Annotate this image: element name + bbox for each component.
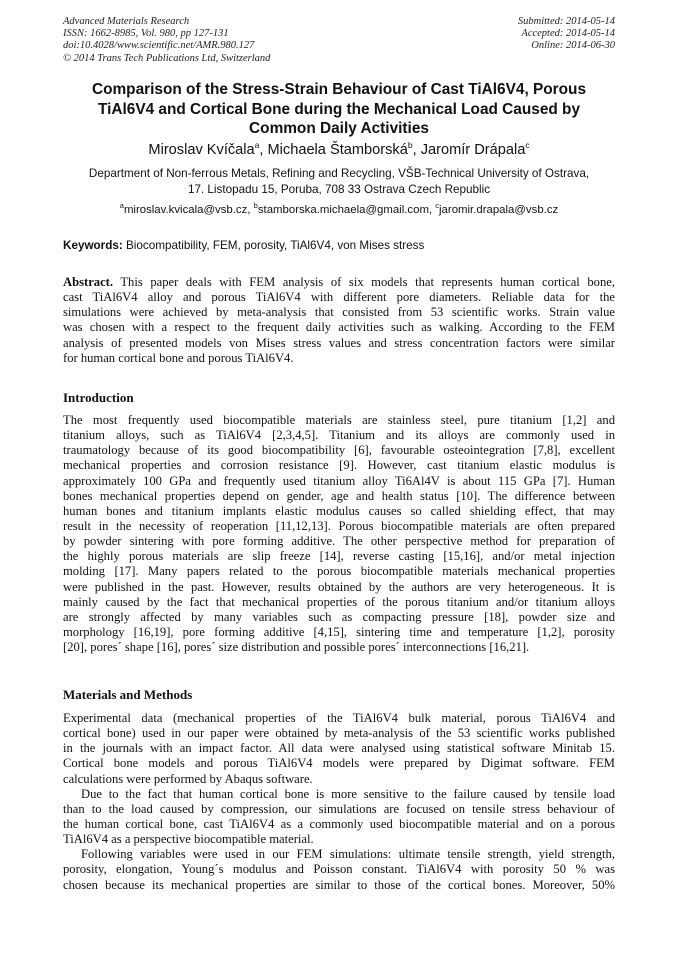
methods-heading: Materials and Methods <box>63 687 193 702</box>
author-name: Miroslav Kvíčala <box>148 142 255 158</box>
abstract-line: simulations were achieved by meta-analysis that consisted from 53 scientific works. Strain value <box>63 305 615 320</box>
intro-line: traumatology because of its good biocompatibility [6], favourable osteointegration [7,8], excellent <box>63 443 615 458</box>
abstract-line: cast TiAl6V4 alloy and porous TiAl6V4 with different pore diameters. Reliable data for the <box>63 290 615 305</box>
intro-line: mechanical properties and corrosion resistance [9]. However, cast titanium elastic modulus is <box>63 458 615 473</box>
abstract <box>63 275 615 366</box>
title-line: Common Daily Activities <box>249 120 429 137</box>
journal-issn: ISSN: 1662-8985, Vol. 980, pp 127-131 <box>63 28 229 40</box>
methods-line: Due to the fact that human cortical bone is more sensitive to the failure caused by tensile load <box>81 786 615 801</box>
intro-line: bones mechanical properties depend on gender, age and health status [10]. The difference between <box>63 488 615 503</box>
keywords-label: Keywords: <box>63 239 123 252</box>
author-name: Michaela Štamborská <box>267 142 408 158</box>
email-link[interactable]: miroslav.kvicala@vsb.cz <box>123 204 248 216</box>
methods-body <box>63 711 615 893</box>
abstract-line: was chosen with a respect to the frequent daily activities such as walking. According to the FEM <box>63 320 615 335</box>
online-date: Online: 2014-06-30 <box>531 40 615 52</box>
paper-title <box>60 80 618 139</box>
intro-line: human bones and titanium implants elastic modulus causes so called shielding effect, that may <box>63 503 615 518</box>
intro-line: morphology [16,19], pore forming additive [4,15], sintering time and temperature [1,2], porosity <box>63 624 615 639</box>
submitted-date: Submitted: 2014-05-14 <box>517 16 615 27</box>
author-separator: , <box>259 142 268 158</box>
author-name: Jaromír Drápala <box>420 142 526 158</box>
title-line: Comparison of the Stress-Strain Behaviour of Cast TiAl6V4, Porous <box>91 81 587 98</box>
methods-line: porosity, elongation, Young´s modulus and Poisson constant. TiAl6V4 with porosity 50 % was <box>63 862 615 877</box>
keywords <box>63 238 615 253</box>
submission-dates <box>518 16 615 53</box>
abstract-line: analysis of presented models von Mises stress values and stress concentration factors were similar <box>63 335 615 350</box>
abstract-line <box>63 275 615 290</box>
affiliation <box>60 166 618 197</box>
methods-line: Experimental data (mechanical properties of the TiAl6V4 bulk material, porous TiAl6V4 and <box>63 711 615 725</box>
accepted-date: Accepted: 2014-05-14 <box>521 28 615 40</box>
methods-line: Following variables were used in our FEM simulations: ultimate tensile strength, yield strength, <box>81 847 615 862</box>
introduction-body <box>63 413 615 655</box>
methods-line: than to the load caused by compression, our simulations are focused on tensile stress behaviour of <box>63 801 615 816</box>
email-link[interactable]: jaromir.drapala@vsb.cz <box>439 204 559 216</box>
intro-line: by powder sintering with pore forming additive. The other perspective method for preparation of <box>63 534 615 549</box>
intro-line: result in the necessity of reoperation [11,12,13]. Porous biocompatible materials are often prepared <box>63 518 615 533</box>
intro-line: approximately 100 GPa and frequently used titanium alloy Ti6Al4V is about 115 GPa [7]. Human <box>63 473 615 488</box>
intro-line: titanium alloys, such as TiAl6V4 [2,3,4,5]. Titanium and its alloys are commonly used in <box>63 428 615 443</box>
methods-line: cortical bone) used in our paper were obtained by meta-analysis of the 53 scientific works published <box>63 726 615 741</box>
methods-line: chosen because its mechanical properties are similar to those of the cortical bones. Moreover, 50% <box>63 877 615 892</box>
email-mark: b <box>253 201 258 210</box>
intro-line: the highly porous materials are slip freeze [14], reverse casting [15,16], and/or metal injection <box>63 549 615 564</box>
intro-line: The most frequently used biocompatible materials are stainless steel, pure titanium [1,2] and <box>63 413 615 427</box>
author-affil-mark: c <box>525 140 530 150</box>
email-separator: , <box>428 204 436 216</box>
abstract-line: for human cortical bone and porous TiAl6V4. <box>63 350 294 365</box>
abstract-first-line: This paper deals with FEM analysis of six models that represents human cortical bone, <box>113 275 615 289</box>
introduction-heading: Introduction <box>63 390 134 405</box>
author-affil-mark: b <box>407 140 413 150</box>
affiliation-line: Department of Non-ferrous Metals, Refining and Recycling, VŠB-Technical University of Ostrava, <box>88 167 590 180</box>
methods-line: TiAl6V4 as a perspective biocompatible material. <box>63 832 314 847</box>
email-mark: c <box>435 201 440 210</box>
journal-name: Advanced Materials Research <box>63 16 190 27</box>
email-link[interactable]: stamborska.michaela@gmail.com <box>257 204 429 216</box>
email-separator: , <box>247 204 254 216</box>
journal-copyright: © 2014 Trans Tech Publications Ltd, Switzerland <box>63 52 271 64</box>
abstract-label: Abstract. <box>63 275 114 289</box>
intro-line: are strongly affected by many variables such as compacting pressure [18], powder size and <box>63 609 615 624</box>
keywords-text: Biocompatibility, FEM, porosity, TiAl6V4, von Mises stress <box>122 239 425 252</box>
methods-line: Cortical bone models and porous TiAl6V4 models were prepared by Digimat software. FEM <box>63 756 615 771</box>
intro-line: were published in the past. However, results obtained by the authors are very heterogeneous. It is <box>63 579 615 594</box>
author-emails <box>60 203 618 217</box>
journal-doi: doi:10.4028/www.scientific.net/AMR.980.127 <box>63 40 255 52</box>
author-list <box>60 141 618 159</box>
author-separator: , <box>412 142 421 158</box>
affiliation-line: 17. Listopadu 15, Poruba, 708 33 Ostrava Czech Republic <box>187 182 491 196</box>
journal-info <box>63 16 270 65</box>
intro-line: molding [17]. Many papers related to the porous biocompatible materials mechanical properties <box>63 564 615 579</box>
author-affil-mark: a <box>254 140 260 150</box>
methods-line: in the journals with an impact factor. All data were analysed using statistical software Minitab 15. <box>63 741 615 756</box>
intro-line: [20], pores´ shape [16], pores´ size distribution and possible pores´ interconnections [16,21]. <box>63 640 530 655</box>
methods-line: calculations were performed by Abaqus software. <box>63 771 313 786</box>
intro-line: mainly caused by the fact that mechanical properties of the porous titanium and/or titanium alloys <box>63 594 615 609</box>
email-mark: a <box>119 201 124 210</box>
title-line: TiAl6V4 and Cortical Bone during the Mechanical Load Caused by <box>97 100 581 118</box>
methods-line: the human cortical bone, cast TiAl6V4 as a commonly used biocompatible material and on a porous <box>63 816 615 831</box>
